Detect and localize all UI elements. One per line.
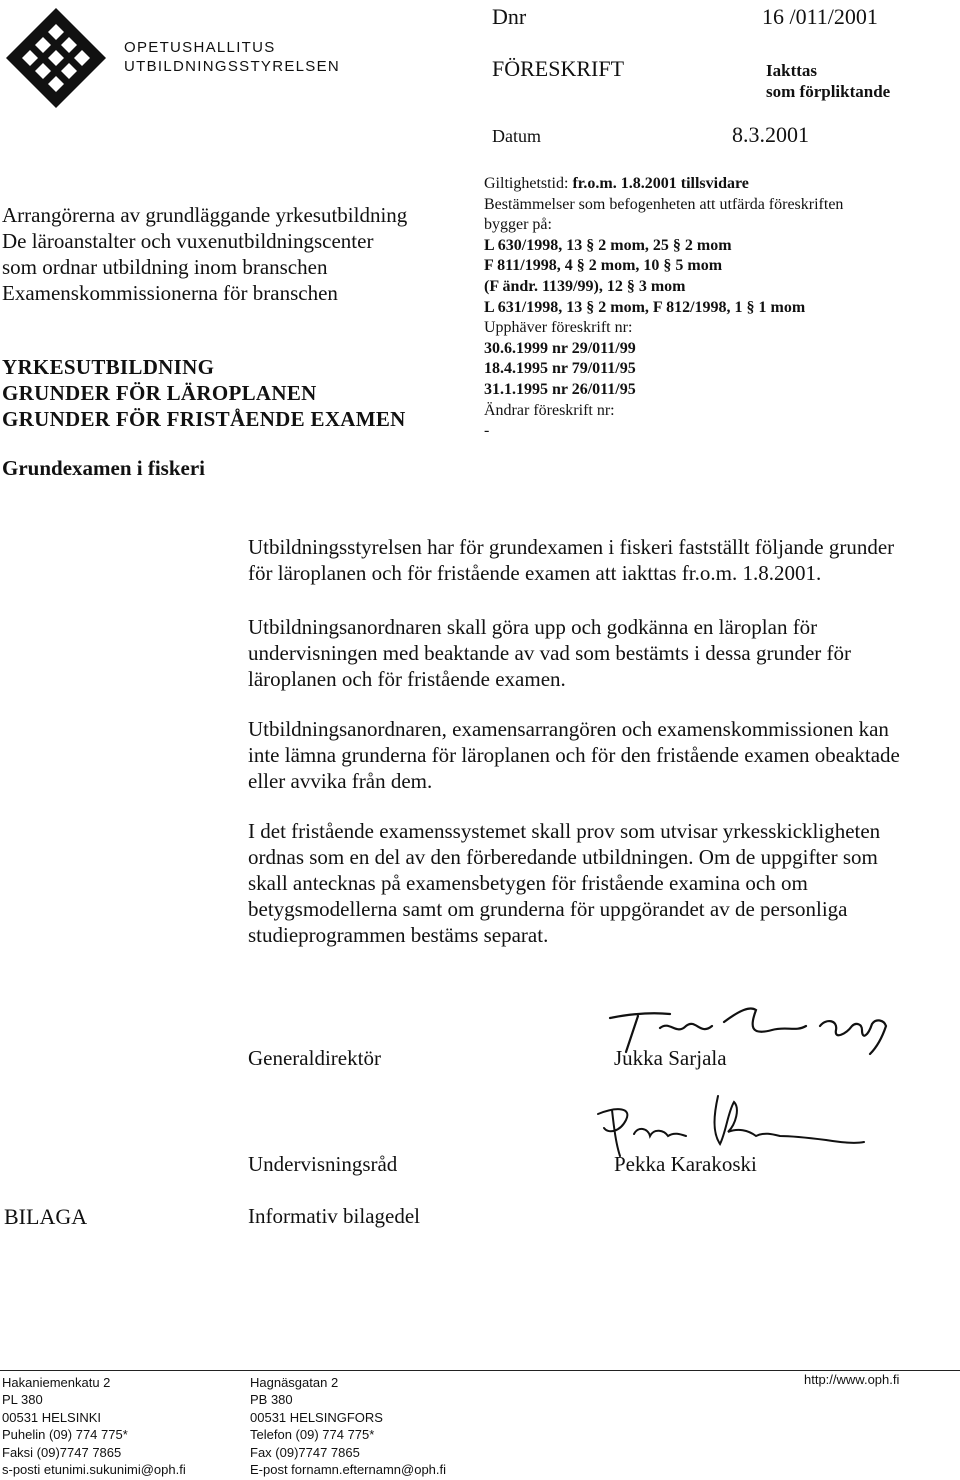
repealed-regulation: 18.4.1995 nr 79/011/95	[484, 360, 636, 378]
recipient-line: Examenskommissionerna för branschen	[2, 281, 338, 305]
amends-value: -	[484, 422, 490, 440]
law-reference: F 811/1998, 4 § 2 mom, 10 § 5 mom	[484, 257, 723, 275]
body-paragraph	[248, 716, 938, 794]
organization-name	[124, 38, 340, 76]
law-reference: L 631/1998, 13 § 2 mom, F 812/1998, 1 § 1 mom	[484, 298, 806, 316]
law-reference: (F ändr. 1139/99), 12 § 3 mom	[484, 277, 686, 295]
body-line: studieprogrammen bestäms separat.	[248, 923, 549, 947]
dnr-label: Dnr	[492, 4, 527, 29]
body-paragraph	[248, 534, 938, 586]
iakttas-line: Iakttas	[766, 61, 818, 80]
recipient-line: som ordnar utbildning inom branschen	[2, 255, 328, 279]
repealed-regulation: 30.6.1999 nr 29/011/99	[484, 339, 636, 357]
footer-line: 00531 HELSINKI	[2, 1409, 102, 1425]
footer-address-finnish	[2, 1374, 186, 1478]
body-text	[248, 534, 938, 972]
iakttas-line: som förpliktande	[766, 82, 891, 101]
heading-line: GRUNDER FÖR FRISTÅENDE EXAMEN	[2, 407, 406, 431]
iakttas-note	[766, 60, 890, 102]
datum-value: 8.3.2001	[732, 122, 809, 147]
footer-line: PB 380	[250, 1392, 293, 1408]
subject-title: Grundexamen i fiskeri	[2, 456, 205, 480]
heading-line: YRKESUTBILDNING	[2, 355, 215, 379]
repealed-regulation: 31.1.1995 nr 26/011/95	[484, 380, 636, 398]
body-line: I det fristående examenssystemet skall prov som utvisar yrkesskickligheten	[248, 819, 881, 843]
attachment-label: BILAGA	[4, 1204, 88, 1229]
org-name-swedish: UTBILDNINGSSTYRELSEN	[124, 58, 341, 75]
law-reference: L 630/1998, 13 § 2 mom, 25 § 2 mom	[484, 236, 732, 254]
body-line: inte lämna grunderna för läroplanen och för den fristående examen obeaktade	[248, 743, 900, 767]
footer-divider	[0, 1370, 960, 1371]
footer-line: 00531 HELSINGFORS	[250, 1409, 383, 1425]
body-line: Utbildningsanordnaren, examensarrangören och examenskommissionen kan	[248, 717, 889, 741]
body-line: Utbildningsstyrelsen har för grundexamen i fiskeri fastställt följande grunder	[248, 535, 895, 559]
document-headings	[2, 354, 406, 432]
document-type: FÖRESKRIFT	[492, 56, 625, 81]
regulation-metadata	[484, 174, 843, 442]
signatory-title: Undervisningsråd	[248, 1152, 398, 1176]
repeals-label: Upphäver föreskrift nr:	[484, 319, 633, 337]
website-link[interactable]: http://www.oph.fi	[804, 1372, 900, 1387]
recipient-line: Arrangörerna av grundläggande yrkesutbildning	[2, 203, 408, 227]
signatory-name: Jukka Sarjala	[614, 1046, 727, 1070]
validity-line	[484, 174, 843, 195]
authority-basis-line: Bestämmelser som befogenheten att utfärda föreskriften	[484, 195, 844, 213]
recipients	[2, 202, 407, 306]
footer-address-swedish	[250, 1374, 446, 1478]
body-paragraph	[248, 614, 938, 692]
signatory-name: Pekka Karakoski	[614, 1152, 757, 1176]
footer-line: E-post fornamn.efternamn@oph.fi	[250, 1462, 447, 1478]
signatory-title: Generaldirektör	[248, 1046, 381, 1070]
footer-line: Telefon (09) 774 775*	[250, 1427, 375, 1443]
body-line: betygsmodellerna samt om grunderna för uppgörandet av de personliga	[248, 897, 848, 921]
recipient-line: De läroanstalter och vuxenutbildningscenter	[2, 229, 374, 253]
body-line: ordnas som en del av den förberedande utbildningen. Om de uppgifter som	[248, 845, 878, 869]
attachment-description: Informativ bilagedel	[248, 1204, 421, 1228]
body-line: eller avvika från dem.	[248, 769, 433, 793]
body-line: läroplanen och för fristående examen.	[248, 667, 566, 691]
validity-value: fr.o.m. 1.8.2001 tillsvidare	[572, 175, 749, 192]
body-line: undervisningen med beaktande av vad som bestämts i dessa grunder för	[248, 641, 852, 665]
authority-basis-line: bygger på:	[484, 216, 552, 234]
amends-label: Ändrar föreskrift nr:	[484, 401, 615, 419]
footer-line: Puhelin (09) 774 775*	[2, 1427, 128, 1443]
footer-line: s-posti etunimi.sukunimi@oph.fi	[2, 1462, 186, 1478]
body-line: skall antecknas på examensbetygen för fristående examina och om	[248, 871, 808, 895]
footer-line: PL 380	[2, 1392, 43, 1408]
opetushallitus-logo	[4, 6, 108, 110]
datum-label: Datum	[492, 126, 541, 146]
footer-line: Fax (09)7747 7865	[250, 1444, 360, 1460]
body-line: Utbildningsanordnaren skall göra upp och godkänna en läroplan för	[248, 615, 818, 639]
body-line: för läroplanen och för fristående examen att iakttas fr.o.m. 1.8.2001.	[248, 561, 822, 585]
footer-line: Hagnäsgatan 2	[250, 1375, 339, 1390]
footer-line: Hakaniemenkatu 2	[2, 1375, 111, 1390]
dnr-value: 16 /011/2001	[762, 4, 878, 29]
footer-line: Faksi (09)7747 7865	[2, 1444, 122, 1460]
body-paragraph	[248, 818, 938, 948]
handwritten-signature	[568, 1088, 868, 1158]
heading-line: GRUNDER FÖR LÄROPLANEN	[2, 381, 317, 405]
validity-label: Giltighetstid:	[484, 175, 573, 192]
org-name-finnish: OPETUSHALLITUS	[124, 39, 276, 56]
